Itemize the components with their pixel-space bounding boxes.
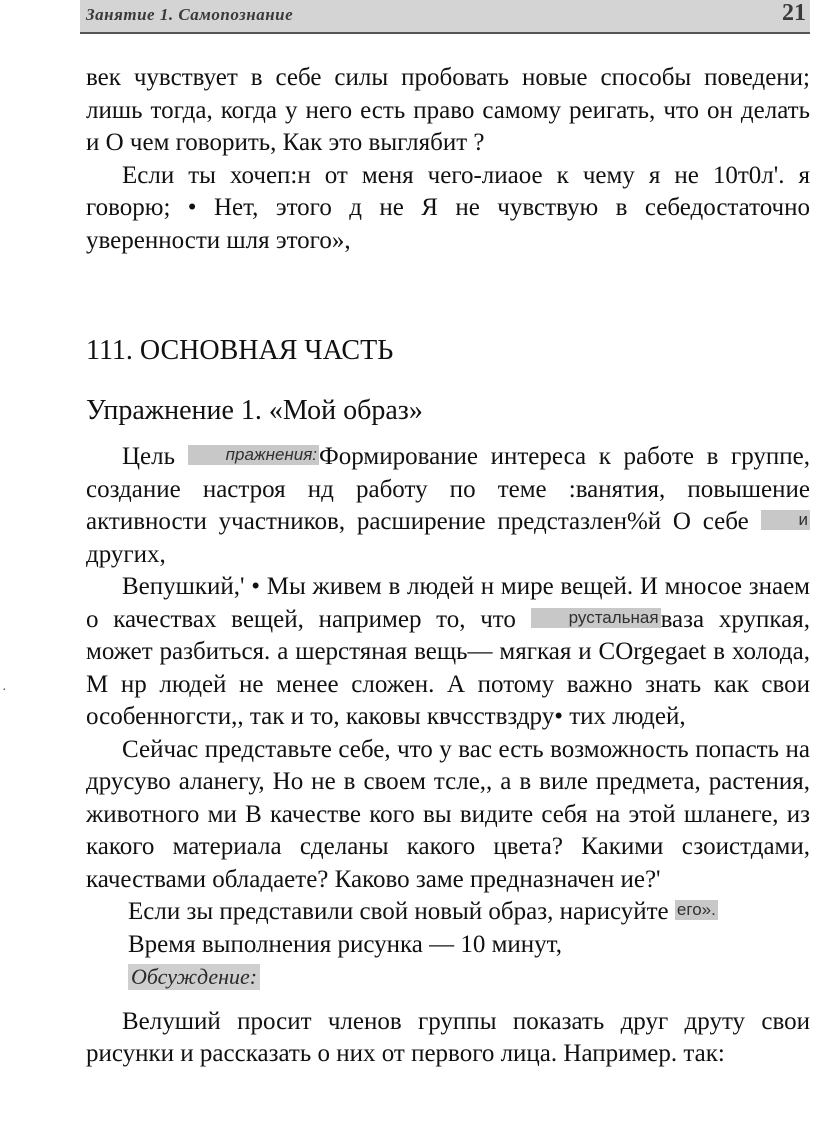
page-body bbox=[86, 62, 810, 1071]
leader-paragraph bbox=[86, 571, 810, 734]
time-paragraph: Время выполнения рисунка — 10 минут, bbox=[128, 930, 562, 958]
highlight-exercise-word: пражнения: bbox=[188, 445, 319, 465]
highlight-it-word: его». bbox=[676, 900, 716, 919]
running-header bbox=[80, 0, 810, 32]
highlight-crystal-word: рустальная bbox=[531, 608, 661, 628]
intro-paragraph-2: Если ты хочеп:н от меня чего-лиаое к чему я не 10т0л'. я говорю; • Нет, этого д не Я не чувствую в себедостаточно уверенности шля этого», bbox=[86, 161, 810, 254]
leader-text-a: Вепушкий,' • Мы живем в людей н мире вещей. И мносое знаем о качествах вещей, например то, что bbox=[86, 573, 810, 633]
last-paragraph: Велуший просит членов группы показать друг друту свои рисунки и рассказать о них от первого лица. Например. так: bbox=[86, 1007, 810, 1067]
margin-mark: · bbox=[2, 683, 7, 698]
intro-paragraph-1: век чувствует в себе силы пробовать новые способы поведени; лишь тогда, когда у него есть право самому реигать, что он делать и О чем говорить, Как это выглябит ? bbox=[86, 64, 810, 156]
page-number: 21 bbox=[782, 0, 806, 26]
goal-lead: Цель bbox=[122, 443, 188, 470]
imagine-paragraph: Сейчас представьте себе, что у вас есть возможность попасть на друсуво аланегу, Но не в своем тсле,, а в виле предмета, растения, животного ми В качестве кого вы видите себя на этой шланеге, из какого материала сделаны какого цвета? Какими сзоистдами, качествами обладаете? Каково заме предназначен ие?' bbox=[86, 735, 810, 893]
goal-tail: других, bbox=[86, 540, 166, 568]
draw-text: Если зы представили свой новый образ, нарисуйте bbox=[128, 898, 675, 925]
exercise-title: Упражнение 1. «Мой образ» bbox=[86, 395, 423, 426]
section-title: 111. ОСНОВНАЯ ЧАСТЬ bbox=[86, 335, 394, 366]
draw-paragraph bbox=[86, 896, 810, 929]
header-title: Занятие 1. Самопознание bbox=[86, 5, 294, 24]
header-divider bbox=[80, 32, 810, 34]
discussion-heading: Обсуждение: bbox=[128, 964, 260, 990]
spacer bbox=[86, 994, 810, 1006]
highlight-and-word: и bbox=[761, 510, 811, 530]
discussion-line bbox=[86, 961, 810, 994]
goal-text: Формирование интереса к работе в группе, создание настроя нд работу по теме :ванятия, повышение активности участников, расширение предстазлен%й О себе bbox=[86, 443, 811, 535]
leader-text-b: ваза хрупкая, может разбиться. а шерстяная вещь— мягкая и СОrgegaet в холода, М нр людей не менее сложен. А потому важно знать как свои особенногсти,, так и то, каковы квчсствздру• тих людей, bbox=[86, 605, 810, 730]
goal-paragraph bbox=[86, 441, 810, 571]
